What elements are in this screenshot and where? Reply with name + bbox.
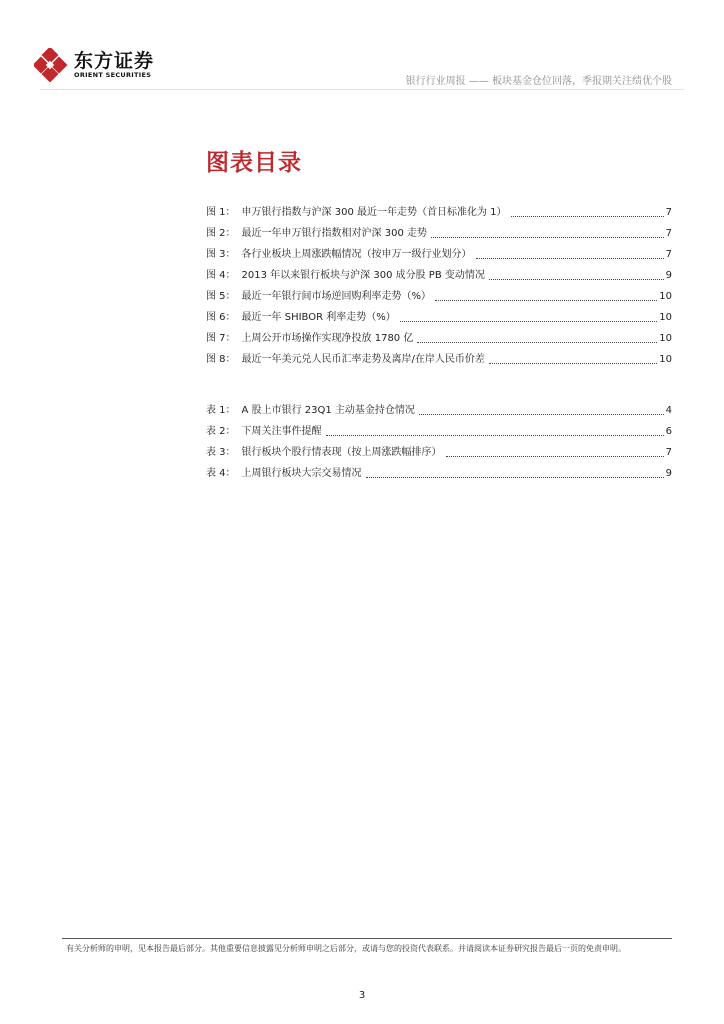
entry-number: 图 4： xyxy=(206,270,236,281)
logo-mark-icon xyxy=(34,48,68,82)
entry-number: 图 2： xyxy=(206,228,236,239)
table-list xyxy=(206,401,672,485)
toc-figure-entry[interactable] xyxy=(206,203,672,224)
entry-title: 银行板块个股行情表现（按上周涨跌幅排序） xyxy=(241,447,442,458)
entry-number: 图 6： xyxy=(206,312,236,323)
leader-dots xyxy=(489,363,657,364)
company-logo xyxy=(34,44,164,84)
entry-title: A 股上市银行 23Q1 主动基金持仓情况 xyxy=(241,405,415,416)
leader-dots xyxy=(400,321,658,322)
entry-number: 图 7： xyxy=(206,333,236,344)
entry-number: 图 8： xyxy=(206,354,236,365)
entry-page: 7 xyxy=(665,447,672,458)
entry-page: 10 xyxy=(659,333,672,344)
footer-disclaimer: 有关分析师的申明，见本报告最后部分。其他重要信息披露见分析师申明之后部分，或请与您的投资代表联系。并请阅读本证券研究报告最后一页的免责申明。 xyxy=(66,944,626,953)
leader-dots xyxy=(435,300,657,301)
entry-page: 10 xyxy=(659,312,672,323)
entry-title: 下周关注事件提醒 xyxy=(241,426,322,437)
entry-page: 4 xyxy=(665,405,672,416)
entry-title: 最近一年美元兑人民币汇率走势及离岸/在岸人民币价差 xyxy=(241,354,485,365)
entry-title: 最近一年 SHIBOR 利率走势（%） xyxy=(241,312,396,323)
entry-title: 上周公开市场操作实现净投放 1780 亿 xyxy=(241,333,414,344)
entry-title: 最近一年银行间市场逆回购利率走势（%） xyxy=(241,291,432,302)
toc-figure-entry[interactable] xyxy=(206,287,672,308)
leader-dots xyxy=(417,342,657,343)
entry-title: 上周银行板块大宗交易情况 xyxy=(241,468,362,479)
leader-dots xyxy=(326,435,664,436)
toc-table-entry[interactable] xyxy=(206,443,672,464)
entry-page: 10 xyxy=(659,354,672,365)
entry-number: 表 2： xyxy=(206,426,236,437)
header-divider xyxy=(40,89,684,90)
entry-page: 7 xyxy=(665,249,672,260)
toc-figure-entry[interactable] xyxy=(206,329,672,350)
entry-page: 9 xyxy=(665,468,672,479)
entry-number: 表 4： xyxy=(206,468,236,479)
leader-dots xyxy=(446,456,664,457)
leader-dots xyxy=(431,237,664,238)
toc-table-entry[interactable] xyxy=(206,401,672,422)
entry-page: 7 xyxy=(665,207,672,218)
toc-figure-entry[interactable] xyxy=(206,308,672,329)
toc-table-entry[interactable] xyxy=(206,464,672,485)
entry-page: 9 xyxy=(665,270,672,281)
leader-dots xyxy=(511,216,664,217)
entry-number: 图 3： xyxy=(206,249,236,260)
leader-dots xyxy=(419,414,664,415)
toc-figure-entry[interactable] xyxy=(206,350,672,371)
toc-figure-entry[interactable] xyxy=(206,224,672,245)
page-number: 3 xyxy=(358,990,366,1001)
entry-title: 申万银行指数与沪深 300 最近一年走势（首日标准化为 1） xyxy=(241,207,507,218)
leader-dots xyxy=(476,258,664,259)
toc-figure-entry[interactable] xyxy=(206,266,672,287)
entry-title: 最近一年申万银行指数相对沪深 300 走势 xyxy=(241,228,427,239)
leader-dots xyxy=(489,279,664,280)
entry-page: 7 xyxy=(665,228,672,239)
logo-chinese-name: 东方证券 xyxy=(74,50,155,72)
entry-number: 表 3： xyxy=(206,447,236,458)
entry-number: 表 1： xyxy=(206,405,236,416)
entry-title: 2013 年以来银行板块与沪深 300 成分股 PB 变动情况 xyxy=(241,270,485,281)
entry-number: 图 5： xyxy=(206,291,236,302)
toc-table-entry[interactable] xyxy=(206,422,672,443)
footer-divider xyxy=(62,938,672,939)
toc-figure-entry[interactable] xyxy=(206,245,672,266)
toc-title: 图表目录 xyxy=(206,150,302,176)
entry-title: 各行业板块上周涨跌幅情况（按申万一级行业划分） xyxy=(241,249,472,260)
entry-page: 6 xyxy=(665,426,672,437)
figure-list xyxy=(206,203,672,371)
report-title: 银行行业周报 —— 板块基金仓位回落，季报期关注绩优个股 xyxy=(405,76,672,87)
logo-english-name: ORIENT SECURITIES xyxy=(74,71,152,79)
entry-page: 10 xyxy=(659,291,672,302)
leader-dots xyxy=(366,477,664,478)
entry-number: 图 1： xyxy=(206,207,236,218)
